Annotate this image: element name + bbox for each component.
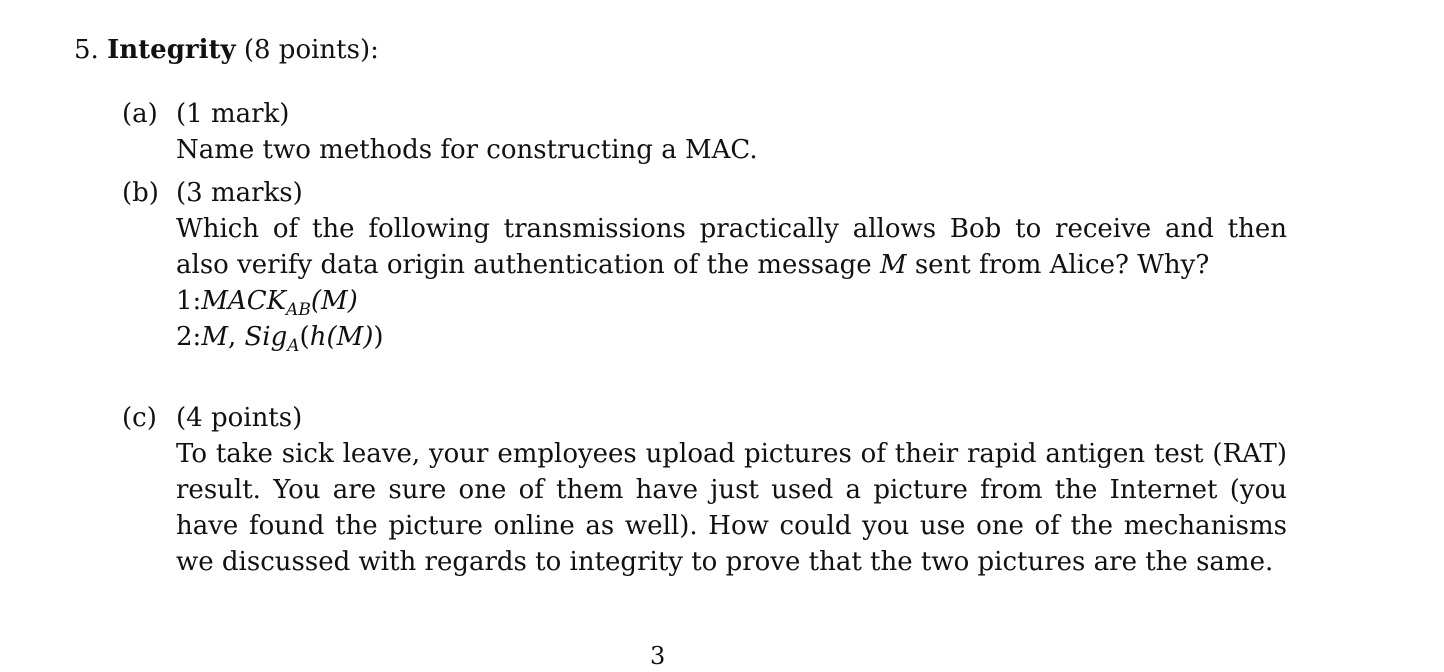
part-b-label: (b) <box>122 178 159 208</box>
part-b-body <box>176 211 1287 355</box>
message-variable: M <box>879 250 907 280</box>
question-title: Integrity <box>107 35 236 65</box>
option-2-sub: A <box>287 336 300 356</box>
page-number: 3 <box>650 642 666 670</box>
part-b-text <box>176 211 1287 283</box>
part-a-label: (a) <box>122 99 158 129</box>
question-number: 5. <box>74 35 99 65</box>
part-b-text-end: sent from Alice? Why? <box>906 250 1210 280</box>
question-heading <box>74 32 379 68</box>
part-c-label: (c) <box>122 403 157 433</box>
option-2-message: M <box>201 322 228 352</box>
option-2 <box>176 319 1287 355</box>
option-1-sub: K <box>266 286 287 316</box>
part-a-body <box>176 132 1287 168</box>
part-c-body <box>176 436 1287 580</box>
option-2-close-paren: ) <box>373 322 384 352</box>
option-1-subsub: AB <box>286 300 311 320</box>
part-b-text-start: Which of the following transmissions practically allows Bob to receive and then also verify data origin authentication of the message <box>176 214 1287 280</box>
option-1-arg: (M) <box>310 286 358 316</box>
option-2-separator: , <box>227 322 245 352</box>
option-2-open-paren: ( <box>299 322 310 352</box>
option-2-prefix: 2: <box>176 322 202 352</box>
question-points: (8 points): <box>243 35 379 65</box>
part-a-marks: (1 mark) <box>176 99 290 129</box>
part-c-marks: (4 points) <box>176 403 303 433</box>
option-1-func: MAC <box>201 286 267 316</box>
option-1-prefix: 1: <box>176 286 202 316</box>
option-2-hash-arg: (M) <box>326 322 374 352</box>
part-c-text: To take sick leave, your employees upload pictures of their rapid antigen test (RAT) result. You are sure one of them have just used a picture from the Internet (you have found the picture online as well). How could you use one of the mechanisms we discussed with regards to integrity to prove that the two pictures are the same. <box>176 439 1287 577</box>
option-2-hash: h <box>309 322 327 352</box>
part-a-text: Name two methods for constructing a MAC. <box>176 135 758 165</box>
option-1 <box>176 283 1287 319</box>
part-b-marks: (3 marks) <box>176 178 303 208</box>
option-2-func: Sig <box>244 322 288 352</box>
